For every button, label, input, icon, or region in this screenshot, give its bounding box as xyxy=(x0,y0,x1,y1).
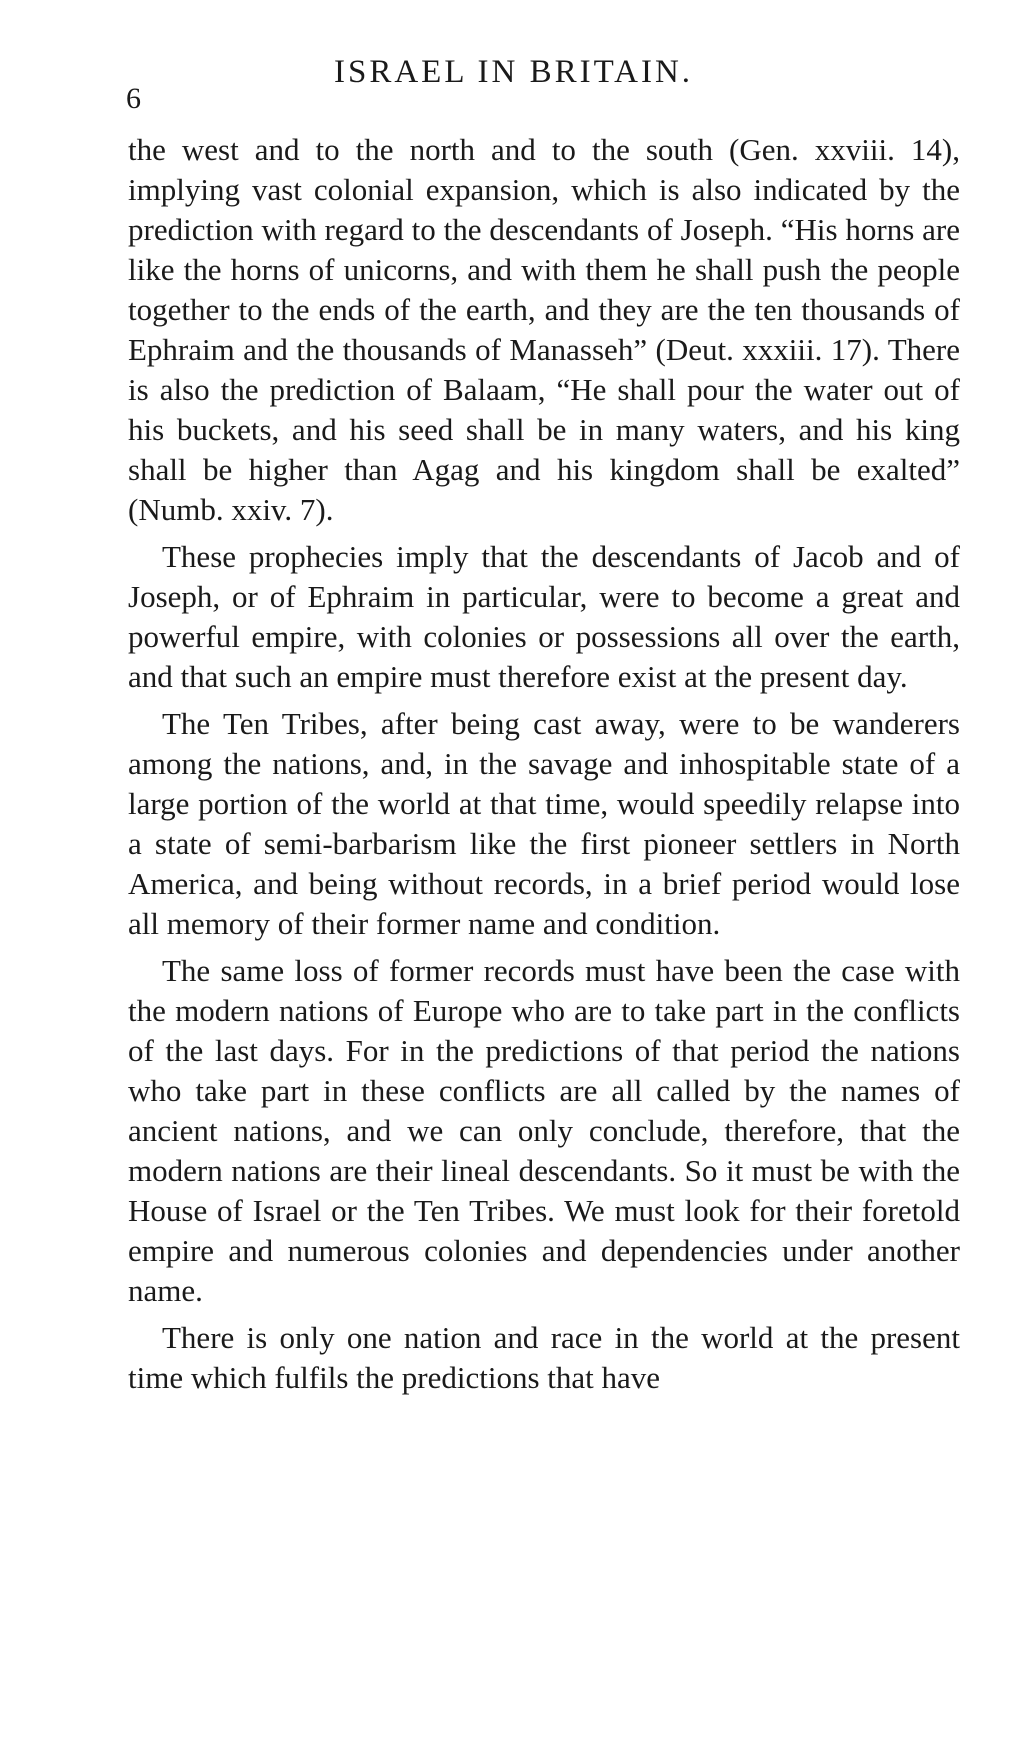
paragraph-continued: the west and to the north and to the south (Gen. xxviii. 14), implying vast colonial expansion, which is also indicated by the prediction with regard to the descendants of Joseph. “His horns are like the horns of unicorns, and with them he shall push the people together to the ends of the earth, and they are the ten thousands of Ephraim and the thousands of Manasseh” (Deut. xxxiii. 17). There is also the prediction of Balaam, “He shall pour the water out of his buckets, and his seed shall be in many waters, and his king shall be higher than Agag and his kingdom shall be exalted” (Numb. xxiv. 7). xyxy=(128,132,960,527)
running-title: ISRAEL IN BRITAIN. xyxy=(334,54,694,90)
paragraph: The Ten Tribes, after being cast away, were to be wanderers among the nations, and, in the savage and inhospitable state of a large portion of the world at that time, would speedily relapse into a state of semi-barbarism like the first pioneer settlers in North America, and being without records, in a brief period would lose all memory of their former name and condition. xyxy=(128,706,960,941)
body-text xyxy=(128,130,960,1405)
paragraph: The same loss of former records must have been the case with the modern nations of Europe who are to take part in the conflicts of the last days. For in the predictions of that period the nations who take part in these conflicts are all called by the names of ancient nations, and we can only conclude, therefore, that the modern nations are their lineal descendants. So it must be with the House of Israel or the Ten Tribes. We must look for their foretold empire and numerous colonies and dependencies under another name. xyxy=(128,953,960,1308)
paragraph: These prophecies imply that the descendants of Jacob and of Joseph, or of Ephraim in particular, were to become a great and powerful empire, with colonies or possessions all over the earth, and that such an empire must therefore exist at the present day. xyxy=(128,539,960,694)
page-header xyxy=(0,52,1015,115)
paragraph: There is only one nation and race in the world at the present time which fulfils the predictions that have xyxy=(128,1320,960,1395)
page-number: 6 xyxy=(126,82,141,115)
